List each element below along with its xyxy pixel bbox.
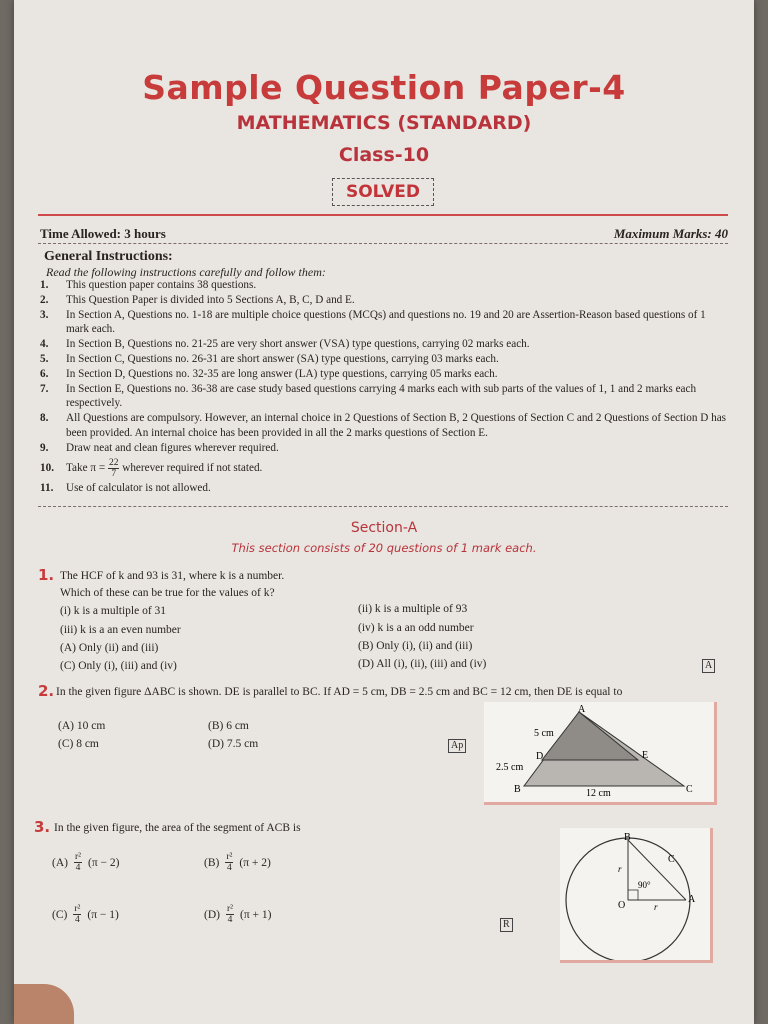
instruction-item: 3. In Section A, Questions no. 1-18 are multiple choice questions (MCQs) and questions no. 19 and 20 are Assertion-Reason based questions of 1 mark each. xyxy=(40,308,706,336)
circle-segment-diagram xyxy=(560,828,710,960)
instruction-item: 11. Use of calculator is not allowed. xyxy=(40,481,211,494)
label-b: B xyxy=(514,784,521,795)
section-title: Section-A xyxy=(350,520,418,536)
label-r-horizontal: r xyxy=(654,902,658,912)
q1-option-a: (A) Only (ii) and (iii) xyxy=(60,642,159,654)
label-d: D xyxy=(536,751,544,762)
label-a: A xyxy=(688,894,696,905)
q1-statement-i: (i) k is a multiple of 31 xyxy=(60,605,167,617)
label-c: C xyxy=(668,854,675,865)
q1-statement-iv: (iv) k is a an odd number xyxy=(358,622,474,634)
subject-title: MATHEMATICS (STANDARD) xyxy=(236,112,532,134)
q2-option-d: (D) 7.5 cm xyxy=(208,738,259,750)
q3-option-d: (D) $\frac{\text{r²}}{4}$ (π + 1) xyxy=(204,904,272,925)
instruction-item: 2. This Question Paper is divided into 5 Sections A, B, C, D and E. xyxy=(40,293,355,306)
label-r-vertical: r xyxy=(618,864,622,874)
q2-option-a: (A) 10 cm xyxy=(58,720,106,732)
q1-option-b: (B) Only (i), (ii) and (iii) xyxy=(358,640,473,652)
label-a: A xyxy=(578,704,586,715)
instruction-item: 8. All Questions are compulsory. However, an internal choice in 2 Questions of Section B, 2 Questions of Section C and 2 Questions of Section D has been provided. An internal choice has been provided in all the 2 marks questions of Section E. xyxy=(40,412,727,439)
q2-number: 2. xyxy=(38,682,55,700)
instruction-item: 5. In Section C, Questions no. 26-31 are short answer (SA) type questions, carrying 03 marks each. xyxy=(40,352,499,365)
label-db: 2.5 cm xyxy=(496,762,524,773)
pi-prefix: Take π = xyxy=(66,461,106,474)
instructions-divider xyxy=(38,506,728,507)
q3-number: 3. xyxy=(34,818,51,836)
q2-figure xyxy=(484,702,717,805)
q1-level-tag: A xyxy=(702,659,715,673)
q3-level-tag: R xyxy=(500,918,513,932)
q3-text: In the given figure, the area of the segment of ACB is xyxy=(54,822,301,834)
q2-option-c: (C) 8 cm xyxy=(58,738,99,750)
q1-option-d: (D) All (i), (ii), (iii) and (iv) xyxy=(358,658,487,670)
time-allowed: Time Allowed: 3 hours xyxy=(40,226,166,241)
instruction-item: 9. Draw neat and clean figures wherever required. xyxy=(40,441,279,454)
q2-option-b: (B) 6 cm xyxy=(208,720,249,732)
triangle-diagram xyxy=(484,702,714,802)
instructions-list xyxy=(40,278,730,495)
header-divider xyxy=(38,214,728,216)
section-subtitle: This section consists of 20 questions of 1 mark each. xyxy=(231,541,537,555)
paper-title: Sample Question Paper-4 xyxy=(142,68,626,107)
q3-figure xyxy=(560,828,713,963)
label-angle: 90° xyxy=(638,880,651,890)
label-e: E xyxy=(642,750,649,761)
q1-number: 1. xyxy=(38,566,55,584)
instruction-item: 7. In Section E, Questions no. 36-38 are case study based questions carrying 4 marks each with sub parts of the values of 1, 1 and 2 marks each respectively. xyxy=(40,382,697,410)
label-ad: 5 cm xyxy=(534,728,554,739)
q2-level-tag: Ap xyxy=(448,739,466,753)
q3-option-b: (B) $\frac{\text{r²}}{4}$ (π + 2) xyxy=(204,852,271,873)
meta-divider xyxy=(38,243,728,244)
thumb xyxy=(14,984,74,1024)
pi-suffix: wherever required if not stated. xyxy=(122,461,263,474)
q1-statement-iii: (iii) k is a an even number xyxy=(60,624,181,636)
q1-option-c: (C) Only (i), (iii) and (iv) xyxy=(60,660,177,672)
label-b: B xyxy=(624,832,631,843)
class-title: Class-10 xyxy=(338,144,430,166)
instructions-heading: General Instructions: xyxy=(44,249,173,264)
instruction-item: 4. In Section B, Questions no. 21-25 are very short answer (VSA) type questions, carrying 02 marks each. xyxy=(40,338,530,351)
label-bc: 12 cm xyxy=(586,788,611,799)
label-o: O xyxy=(618,900,626,911)
pi-fraction: $\frac{22}{7}$ xyxy=(108,457,119,479)
q3-option-c: (C) $\frac{\text{r²}}{4}$ (π − 1) xyxy=(52,904,119,925)
q2-text: In the given figure ΔABC is shown. DE is parallel to BC. If AD = 5 cm, DB = 2.5 cm and BC = 12 cm, then DE is equal to xyxy=(56,686,623,698)
q1-statement-ii: (ii) k is a multiple of 93 xyxy=(358,603,468,615)
instructions-intro: Read the following instructions carefully and follow them: xyxy=(46,265,326,279)
instruction-item: 10. Take π = $\frac{22}{7}$ wherever required if not stated. xyxy=(40,457,263,479)
instruction-item: 1. This question paper contains 38 questions. xyxy=(40,279,257,291)
q3-option-a: (A) $\frac{\text{r²}}{4}$ (π − 2) xyxy=(52,852,120,873)
label-c: C xyxy=(686,784,693,795)
solved-badge: SOLVED xyxy=(332,178,434,206)
q1-text: The HCF of k and 93 is 31, where k is a number. xyxy=(60,570,285,582)
q1-text-2: Which of these can be true for the values of k? xyxy=(60,587,275,599)
maximum-marks: Maximum Marks: 40 xyxy=(613,226,728,241)
instruction-item: 6. In Section D, Questions no. 32-35 are long answer (LA) type questions, carrying 05 marks each. xyxy=(40,367,498,380)
